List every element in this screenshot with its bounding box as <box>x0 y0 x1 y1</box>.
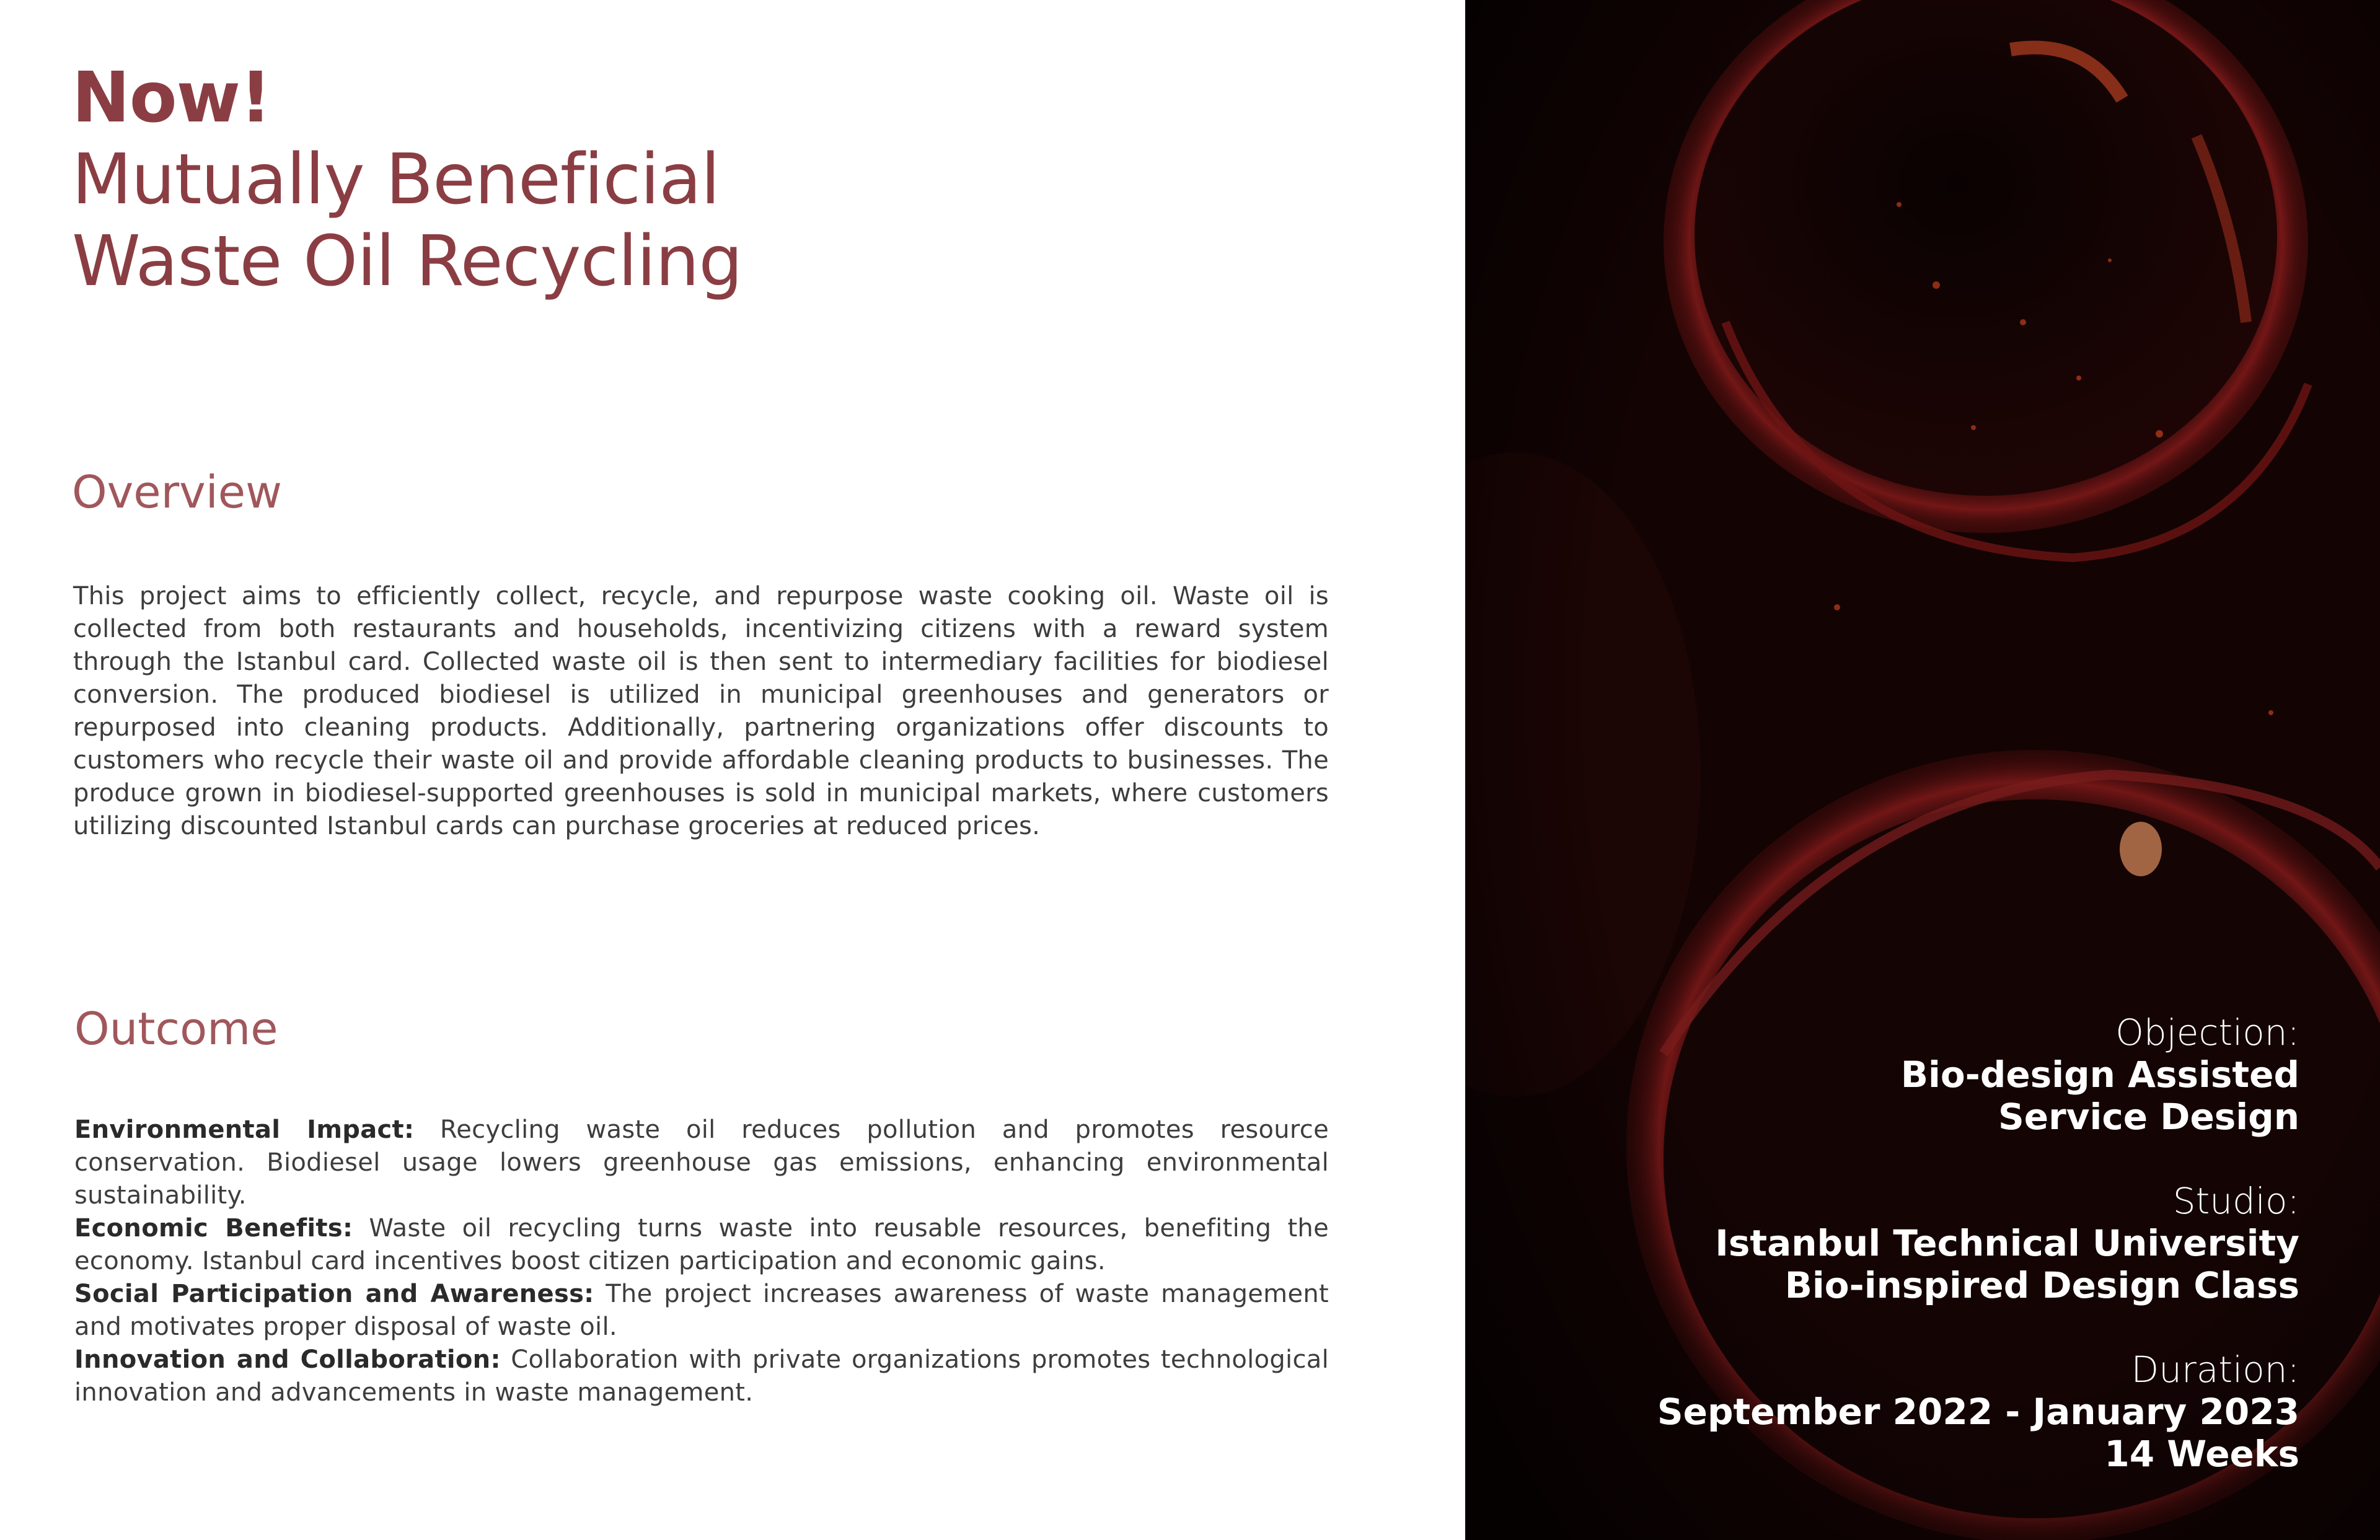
studio-block <box>1715 1180 2299 1306</box>
outcome-item <box>74 1114 1329 1212</box>
outcome-item-text: Waste oil recycling turns waste into reusable resources, benefiting the economy. Istanbul card incentives boost citizen participation and economic gains. <box>74 1214 1329 1275</box>
outcome-item <box>74 1344 1329 1409</box>
outcome-item-label: Environmental Impact: <box>74 1115 415 1144</box>
overview-heading: Overview <box>72 466 282 518</box>
outcome-item-text: Recycling waste oil reduces pollution and promotes resource conservation. Biodiesel usage lowers greenhouse gas emissions, enhancing environmental sustainability. <box>74 1115 1329 1210</box>
outcome-list <box>74 1114 1329 1409</box>
outcome-item-label: Economic Benefits: <box>74 1214 353 1243</box>
waste-oil-barrels-photo <box>1465 0 2380 1540</box>
outcome-item-label: Social Participation and Awareness: <box>74 1280 594 1308</box>
duration-label: Duration: <box>2131 1349 2299 1391</box>
outcome-heading: Outcome <box>74 1003 278 1055</box>
studio-value-line-2: Bio-inspired Design Class <box>1784 1264 2299 1306</box>
title-line-1: Now! <box>72 58 271 138</box>
outcome-item-text: Collaboration with private organizations promotes technological innovation and advancements in waste management. <box>74 1345 1329 1407</box>
duration-block <box>1657 1349 2299 1475</box>
objection-block <box>1901 1011 2299 1138</box>
objection-value-line-2: Service Design <box>1998 1096 2299 1138</box>
objection-value-line-1: Bio-design Assisted <box>1900 1054 2299 1096</box>
outcome-item-label: Innovation and Collaboration: <box>74 1345 501 1374</box>
outcome-item <box>74 1278 1329 1344</box>
outcome-item <box>74 1212 1329 1278</box>
title-line-3: Waste Oil Recycling <box>72 221 743 302</box>
duration-value-line-1: September 2022 - January 2023 <box>1657 1391 2299 1433</box>
objection-label: Objection: <box>2115 1011 2299 1054</box>
outcome-item-text: The project increases awareness of waste management and motivates proper disposal of waste oil. <box>74 1280 1329 1341</box>
page-title <box>72 57 742 302</box>
title-line-2: Mutually Beneficial <box>72 139 720 220</box>
duration-value-line-2: 14 Weeks <box>2104 1433 2299 1475</box>
overview-text: This project aims to efficiently collect, recycle, and repurpose waste cooking oil. Waste oil is collected from both restaurants and households, incentivizing citizens with a reward system through the Istanbul card. Collected waste oil is then sent to intermediary facilities for biodiesel conversion. The produced biodiesel is utilized in municipal greenhouses and generators or repurposed into cleaning products. Additionally, partnering organizations offer discounts to customers who recycle their waste oil and provide affordable cleaning products to businesses. The produce grown in biodiesel-supported greenhouses is sold in municipal markets, where customers utilizing discounted Istanbul cards can purchase groceries at reduced prices. <box>73 582 1329 840</box>
studio-value-line-1: Istanbul Technical University <box>1715 1222 2299 1264</box>
barrels-illustration <box>1465 0 2380 1540</box>
studio-label: Studio: <box>2172 1180 2299 1222</box>
